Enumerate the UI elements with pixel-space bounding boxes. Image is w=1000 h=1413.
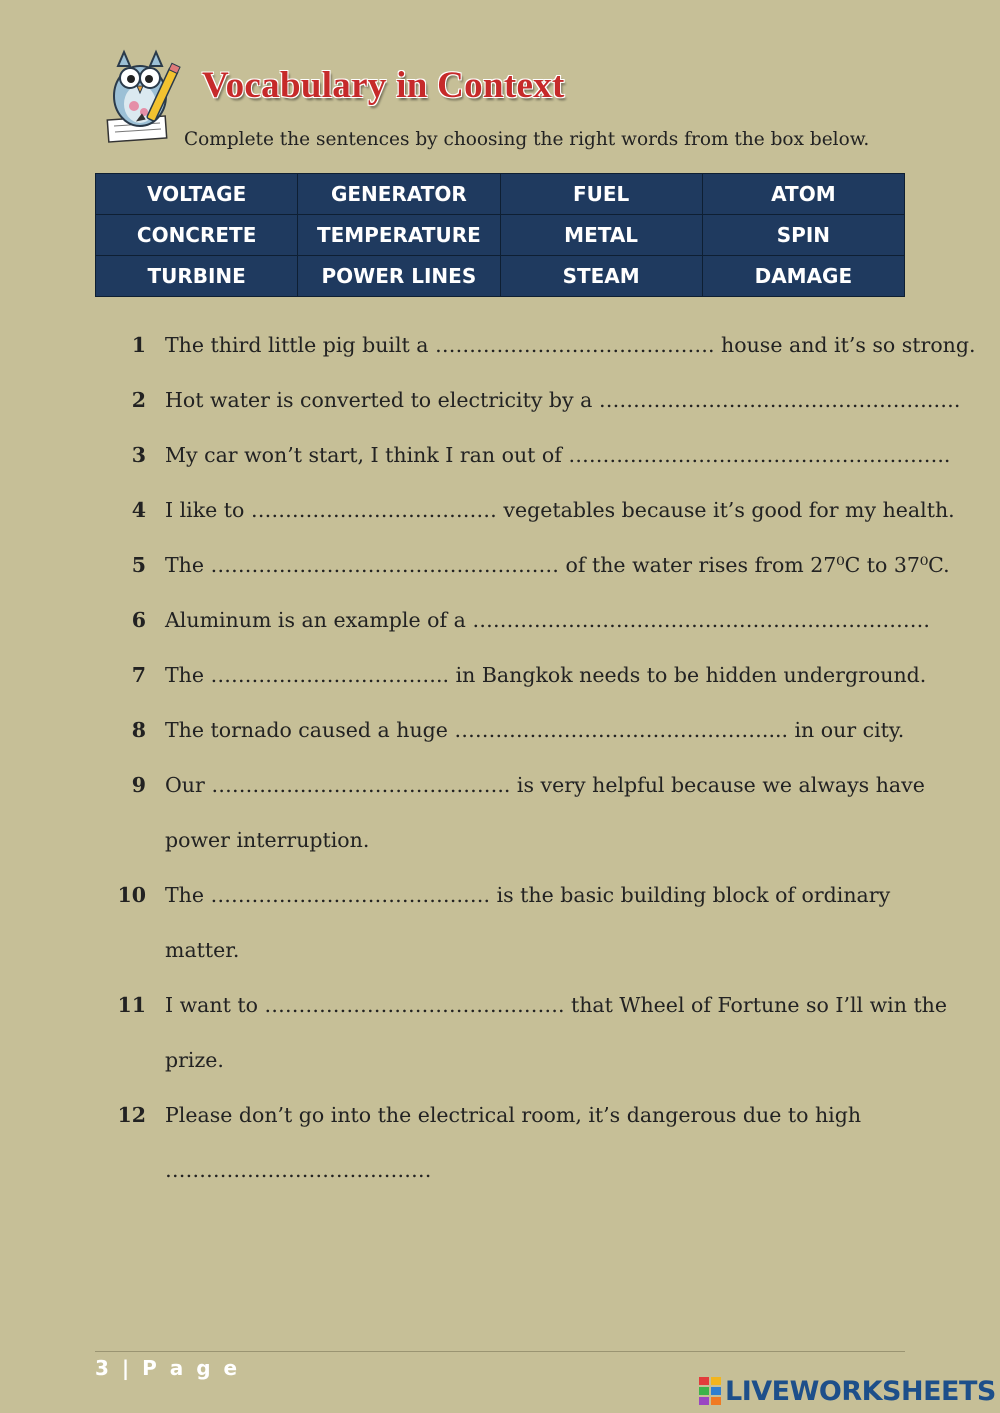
footer-divider	[95, 1351, 905, 1352]
page-number: 3 | P a g e	[95, 1356, 241, 1380]
word-cell: GENERATOR	[298, 174, 500, 215]
question-text: My car won’t start, I think I ran out of ………………………………………………..	[165, 443, 951, 467]
question-number: 11	[117, 993, 146, 1017]
word-box-row	[96, 256, 905, 297]
question-number: 7	[131, 663, 146, 687]
word-box-row	[96, 174, 905, 215]
question-continuation: prize.	[165, 1048, 224, 1072]
instruction-text: Complete the sentences by choosing the right words from the box below.	[184, 129, 870, 150]
question-number: 5	[131, 553, 146, 577]
word-cell: CONCRETE	[96, 215, 298, 256]
question-number: 2	[131, 388, 146, 412]
question-text: Our ……….….………………….…….. is very helpful because we always have	[165, 773, 925, 797]
page-title: Vocabulary in Context	[202, 65, 565, 106]
question-number: 8	[131, 718, 146, 742]
liveworksheets-icon	[698, 1376, 722, 1406]
question-continuation: matter.	[165, 938, 240, 962]
owl-mascot-icon	[100, 46, 188, 150]
brand-name: LIVEWORKSHEETS	[725, 1375, 996, 1407]
word-box-row	[96, 215, 905, 256]
question-number: 4	[131, 498, 146, 522]
question-number: 9	[131, 773, 146, 797]
word-cell: POWER LINES	[298, 256, 500, 297]
question-text: Hot water is converted to electricity by a ………………………………………….….	[165, 388, 961, 412]
word-cell: VOLTAGE	[96, 174, 298, 215]
question-number: 3	[131, 443, 146, 467]
question-text: Aluminum is an example of a ………………………………………………………….	[165, 608, 930, 632]
word-cell: STEAM	[500, 256, 702, 297]
question-text: The …………………………………………… of the water rises from 27⁰C to 37⁰C.	[165, 553, 950, 577]
liveworksheets-logo	[698, 1372, 996, 1410]
question-continuation: …………………………………	[165, 1158, 432, 1182]
question-continuation: power interruption.	[165, 828, 370, 852]
word-cell: FUEL	[500, 174, 702, 215]
question-number: 12	[117, 1103, 146, 1127]
word-box	[95, 173, 905, 297]
question-text: The tornado caused a huge ……………………………………….... in our city.	[165, 718, 905, 742]
word-cell: METAL	[500, 215, 702, 256]
question-text: The ……………………………….…. is the basic building block of ordinary	[165, 883, 891, 907]
question-text: I want to ……………………………….……. that Wheel of Fortune so I’ll win the	[165, 993, 948, 1017]
question-text: Please don’t go into the electrical room, it’s dangerous due to high	[165, 1103, 862, 1127]
word-cell: TURBINE	[96, 256, 298, 297]
word-cell: TEMPERATURE	[298, 215, 500, 256]
word-cell: SPIN	[702, 215, 904, 256]
question-number: 6	[131, 608, 146, 632]
question-text: The third little pig built a ………………….………………. house and it’s so strong.	[165, 333, 976, 357]
question-number: 1	[131, 333, 146, 357]
word-cell: DAMAGE	[702, 256, 904, 297]
question-text: I like to ……………………………… vegetables because it’s good for my health.	[165, 498, 955, 522]
question-number: 10	[117, 883, 146, 907]
question-text: The …………………………….. in Bangkok needs to be hidden underground.	[165, 663, 927, 687]
word-cell: ATOM	[702, 174, 904, 215]
